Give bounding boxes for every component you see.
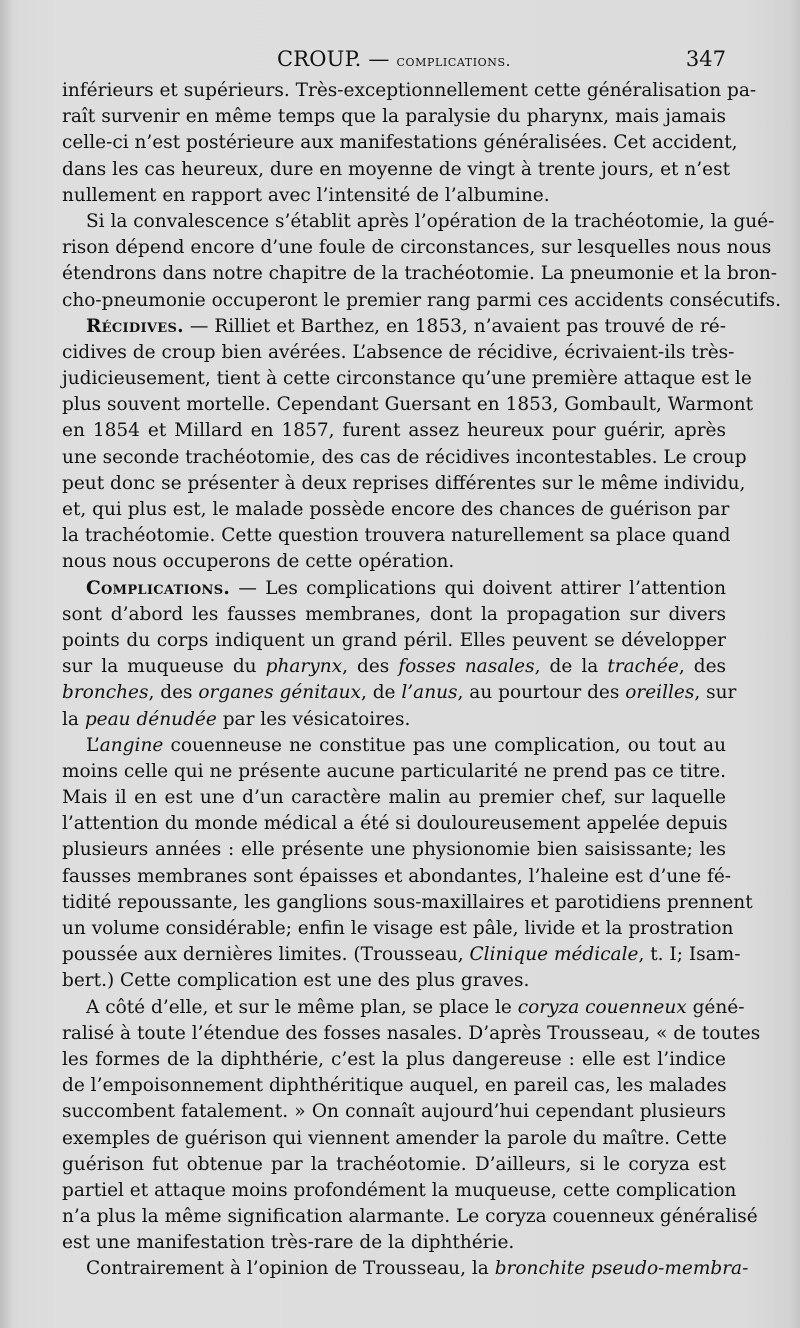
italic-term: l’anus [401,682,458,704]
text-line [62,995,745,1021]
italic-term: pharynx [265,656,343,678]
text-line: Mais il en est une d’un caractère malin au premier chef, sur laquelle [62,787,726,809]
running-title-main: CROUP. — [276,47,390,71]
text-line: cidives de croup bien avérées. L’absence de récidive, écrivaient-ils très- [62,341,735,363]
text-line: peut donc se présenter à deux reprises différentes sur le même individu, [62,472,746,494]
running-title-sub: complications. [396,52,512,70]
line-text: L’ [86,734,100,756]
italic-term: coryza couenneux [517,996,687,1018]
line-text: géné- [686,996,745,1018]
line-text: poussée aux dernières limites. (Trousseau, [62,944,470,966]
text-line: sont d’abord les fausses membranes, dont la propagation sur divers [62,603,726,625]
text-line [62,733,726,759]
text-line: les formes de la diphthérie, c’est la plus dangereuse : elle est l’indice [62,1048,726,1070]
text-line: moins celle qui ne présente aucune particularité ne prend pas ce titre. [62,760,726,782]
text-line: un volume considérable; enfin le visage est pâle, livide et la prostration [62,918,734,939]
line-text: la [62,708,85,730]
line-text: couenneuse ne constitue pas une complication, ou tout au [163,734,726,756]
line-text: , sur [694,682,737,704]
italic-term: angine [99,734,164,756]
text-line: nous nous occuperons de cette opération. [62,551,455,573]
text-line [62,1256,749,1282]
italic-term: oreilles [625,682,695,704]
section-heading: Complications. [86,577,231,599]
text-line [62,314,726,340]
line-text: — Les complications qui doivent attirer l’attention [230,577,726,599]
text-line: bert.) Cette complication est une des plus graves. [62,970,530,992]
text-line: guérison fut obtenue par la trachéotomie. D’ailleurs, si le coryza est [62,1153,726,1175]
text-line: l’attention du monde médical a été si douloureusement appelée depuis [62,813,728,835]
line-text: — Rilliet et Barthez, en 1853, n’avaient pas trouvé de ré- [183,315,726,337]
text-line: plusieurs années : elle présente une physionomie bien saisissante; les [62,839,726,861]
italic-term: bronchite pseudo-membra- [494,1258,749,1280]
italic-term: trachée [607,656,679,678]
line-text: , des [678,656,727,678]
italic-term: organes génitaux [198,682,361,704]
body-text [62,78,782,1283]
line-text: , de la [534,656,608,678]
text-line: dans les cas heureux, dure en moyenne de vingt à trente jours, et n’est [62,158,731,180]
text-line: une seconde trachéotomie, des cas de récidives incontestables. Le croup [62,446,747,468]
line-text: sur la muqueuse du [62,656,266,678]
line-text: Contrairement à l’opinion de Trousseau, la [86,1258,495,1280]
text-line: et, qui plus est, le malade possède encore des chances de guérison par [62,499,730,520]
line-text: , des [342,656,399,678]
text-line: cho-pneumonie occuperont le premier rang parmi ces accidents consécutifs. [62,289,782,311]
text-line: nullement en rapport avec l’intensité de l’albumine. [62,184,550,206]
text-line [62,707,726,733]
text-line: raît survenir en même temps que la paralysie du pharynx, mais jamais [62,106,726,128]
text-line: plus souvent mortelle. Cependant Guersant en 1853, Gombault, Warmont [62,394,754,416]
text-line: ralisé à toute l’étendue des fosses nasales. D’après Trousseau, « de toutes [62,1022,761,1044]
line-text: , t. I; Isam- [638,944,741,966]
text-line: étendrons dans notre chapitre de la trachéotomie. La pneumonie et la bron- [62,263,777,285]
text-line: rison dépend encore d’une foule de circonstances, sur lesquelles nous nous [62,237,772,259]
text-line: fausses membranes sont épaisses et abondantes, l’haleine est d’une fé- [62,865,732,887]
line-text: , au pourtour des [457,682,626,704]
text-line: exemples de guérison qui viennent amender la parole du maître. Cette [62,1127,727,1149]
line-text: par les vésicatoires. [216,708,411,730]
text-line: partiel et attaque moins profondément la muqueuse, cette complication [62,1179,737,1201]
line-text: , de [360,682,402,704]
text-line [62,576,726,602]
text-line: la trachéotomie. Cette question trouvera naturellement sa place quand [62,525,731,547]
text-line [62,680,737,706]
text-line: celle-ci n’est postérieure aux manifestations généralisées. Cet accident, [62,132,738,154]
page-number: 347 [685,47,726,71]
text-line: de l’empoisonnement diphthéritique auquel, en pareil cas, les malades [62,1075,727,1097]
italic-term: peau dénudée [84,708,217,730]
line-text: A côté d’elle, et sur le même plan, se place le [86,996,518,1018]
text-line [62,654,726,680]
italic-term: fosses nasales [398,656,535,678]
text-line: est une manifestation très-rare de la diphthérie. [62,1232,515,1254]
text-line: points du corps indiquent un grand péril. Elles peuvent se développer [62,629,726,651]
text-line: inférieurs et supérieurs. Très-exceptionnellement cette généralisation pa- [62,80,757,101]
text-line: succombent fatalement. » On connaît aujourd’hui cependant plusieurs [62,1101,726,1123]
text-line: judicieusement, tient à cette circonstance qu’une première attaque est le [62,368,752,390]
running-title [62,44,726,76]
text-line: tidité repoussante, les ganglions sous-maxillaires et parotidiens prennent [62,891,753,913]
text-line [62,942,741,968]
section-heading: Récidives. [86,315,184,337]
italic-term: bronches [62,682,149,704]
italic-term: Clinique médicale [469,944,639,966]
running-head [62,44,726,74]
line-text: , des [148,682,199,704]
text-line: en 1854 et Millard en 1857, furent assez heureux pour guérir, après [62,420,726,442]
text-line: n’a plus la même signification alarmante. Le coryza couenneux généralisé [62,1206,758,1228]
text-line: Si la convalescence s’établit après l’opération de la trachéotomie, la gué- [86,210,775,232]
